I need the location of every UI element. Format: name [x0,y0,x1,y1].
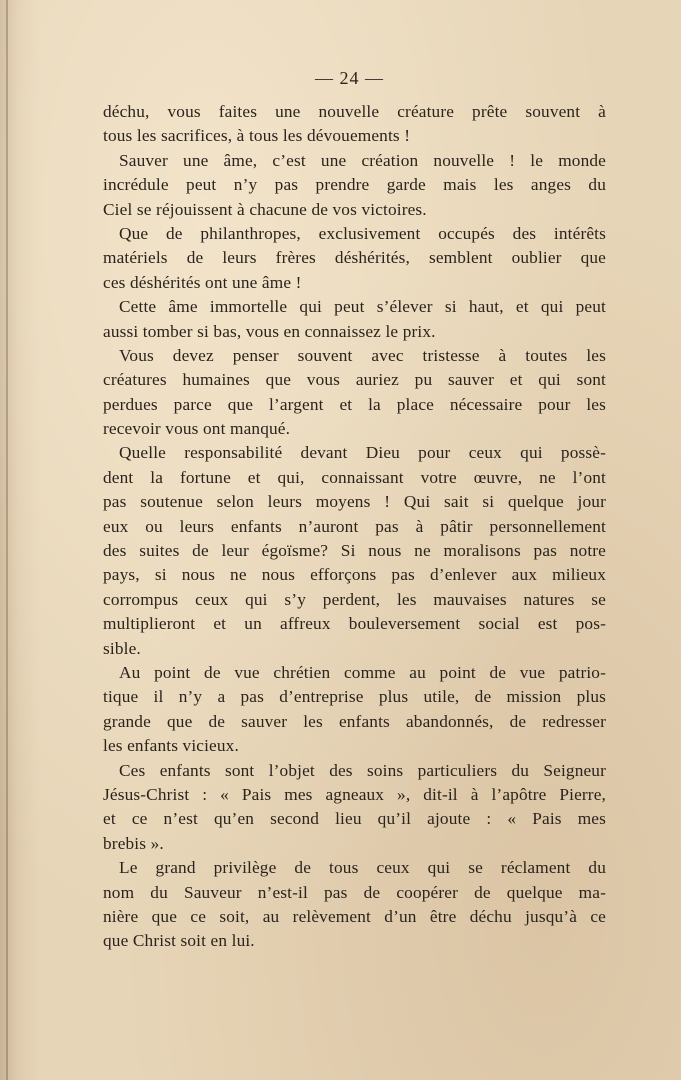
page-number: — 24 — [315,68,384,88]
text-line: Ciel se réjouissent à chacune de vos victoires. [103,199,427,219]
text-line: perdues parce que l’argent et la place nécessaire pour les [103,394,606,414]
text-line: tique il n’y a pas d’entreprise plus utile, de mission plus [103,687,606,707]
text-line: recevoir vous ont manqué. [103,419,291,439]
text-line: aussi tomber si bas, vous en connaissez le prix. [103,321,436,341]
page-gutter-edge [6,0,8,1080]
text-line: Jésus-Christ : « Pais mes agneaux », dit-il à l’apôtre Pierre, [103,784,606,804]
text-line: nière que ce soit, au relèvement d’un être déchu jusqu’à ce [103,906,606,926]
text-line: pas soutenue selon leurs moyens ! Qui sait si quelque jour [103,492,606,512]
text-line: Vous devez penser souvent avec tristesse à toutes les [119,345,606,365]
text-line: Le grand privilège de tous ceux qui se réclament du [119,858,606,878]
text-line: multiplieront et un affreux bouleversement social est pos- [103,614,606,634]
text-line: des suites de leur égoïsme? Si nous ne moralisons pas notre [103,541,606,561]
text-line: dent la fortune et qui, connaissant votre œuvre, ne l’ont [103,467,606,487]
text-line: Au point de vue chrétien comme au point de vue patrio- [119,662,606,682]
text-line: sible. [103,638,141,658]
text-line: brebis ». [103,833,164,853]
text-line: créatures humaines que vous auriez pu sauver et qui sont [103,370,606,390]
text-line: ces déshérités ont une âme ! [103,272,302,292]
text-line: corrompus ceux qui s’y perdent, les mauvaises natures se [103,589,606,609]
text-line: Que de philanthropes, exclusivement occupés des intérêts [119,223,606,243]
text-line: pays, si nous ne nous efforçons pas d’enlever aux milieux [103,565,606,585]
text-line: que Christ soit en lui. [103,931,255,951]
text-line: grande que de sauver les enfants abandonnés, de redresser [103,711,606,731]
text-line: Quelle responsabilité devant Dieu pour ceux qui possè- [119,443,606,463]
text-line: nom du Sauveur n’est-il pas de coopérer de quelque ma- [103,882,606,902]
text-line: tous les sacrifices, à tous les dévouements ! [103,126,411,146]
text-line: et ce n’est qu’en second lieu qu’il ajoute : « Pais mes [103,809,606,829]
text-line: Ces enfants sont l’objet des soins particuliers du Seigneur [119,760,606,780]
text-line: eux ou leurs enfants n’auront pas à pâtir personnellement [103,516,606,536]
body-text [103,100,606,954]
text-line: matériels de leurs frères déshérités, semblent oublier que [103,248,606,268]
text-line: incrédule peut n’y pas prendre garde mais les anges du [103,175,606,195]
text-line: déchu, vous faites une nouvelle créature prête souvent à [103,102,606,121]
text-line: Sauver une âme, c’est une création nouvelle ! le monde [119,150,606,170]
text-line: les enfants vicieux. [103,736,239,756]
text-line: Cette âme immortelle qui peut s’élever si haut, et qui peut [119,297,606,317]
